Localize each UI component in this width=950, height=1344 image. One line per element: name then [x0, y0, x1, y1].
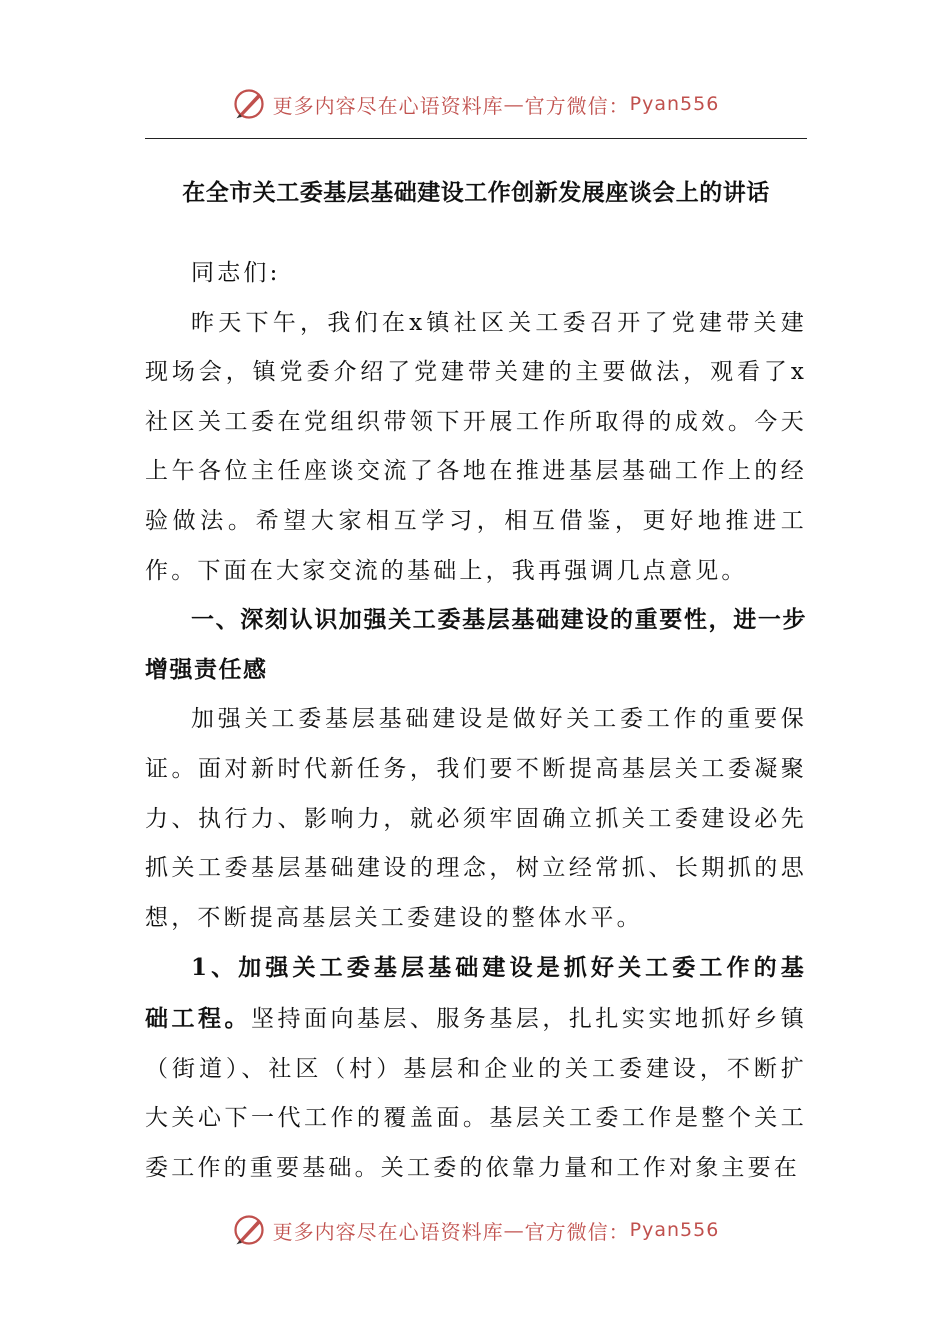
banner-text: 更多内容尽在心语资料库 [272, 1219, 504, 1244]
banner-text: 更多内容尽在心语资料库 [272, 93, 504, 118]
salutation: 同志们: [191, 260, 281, 286]
banner-wechat-label: 官方微信： [524, 93, 630, 118]
header-divider [145, 138, 807, 139]
header-watermark-banner [0, 82, 950, 126]
banner-dash: — [503, 92, 525, 116]
paragraph-3-text: 坚持面向基层、服务基层，扎扎实实地抓好乡镇（街道）、社区（村）基层和企业的关工委建设，不断扩大关心下一代工作的覆盖面。基层关工委工作是整个关工委工作的重要基础。关工委的依靠力量和工作对象主要在 [145, 1005, 807, 1181]
paragraph-3 [145, 943, 807, 1193]
pen-logo-icon [231, 86, 267, 122]
paragraph-2: 加强关工委基层基础建设是做好关工委工作的重要保证。面对新时代新任务，我们要不断提高基层关工委凝聚力、执行力、影响力，就必须牢固确立抓关工委建设必先抓关工委基层基础建设的理念，树立经常抓、长期抓的思想，不断提高基层关工委建设的整体水平。 [145, 706, 807, 931]
paragraph-1: 昨天下午，我们在x镇社区关工委召开了党建带关建现场会，镇党委介绍了党建带关建的主要做法，观看了x社区关工委在党组织带领下开展工作所取得的成效。今天上午各位主任座谈交流了各地在推进基层基础工作上的经验做法。希望大家相互学习，相互借鉴，更好地推进工作。下面在大家交流的基础上，我再强调几点意见。 [145, 309, 807, 584]
section-heading-1: 一、深刻认识加强关工委基层基础建设的重要性，进一步增强责任感 [145, 607, 807, 683]
paragraph-3-lead: 1、加强关工委基层基础建设是抓好关工委工作的基础工程。 [145, 954, 807, 1032]
banner-wechat-label: 官方微信： [524, 1219, 630, 1244]
banner-dash: — [503, 1218, 525, 1242]
document-body [145, 249, 807, 1193]
banner-wechat-id: Pyan556 [629, 1219, 720, 1241]
banner-wechat-id: Pyan556 [629, 93, 720, 115]
footer-watermark-banner [0, 1208, 950, 1252]
pen-logo-icon [231, 1212, 267, 1248]
document-title: 在全市关工委基层基础建设工作创新发展座谈会上的讲话 [182, 180, 770, 206]
